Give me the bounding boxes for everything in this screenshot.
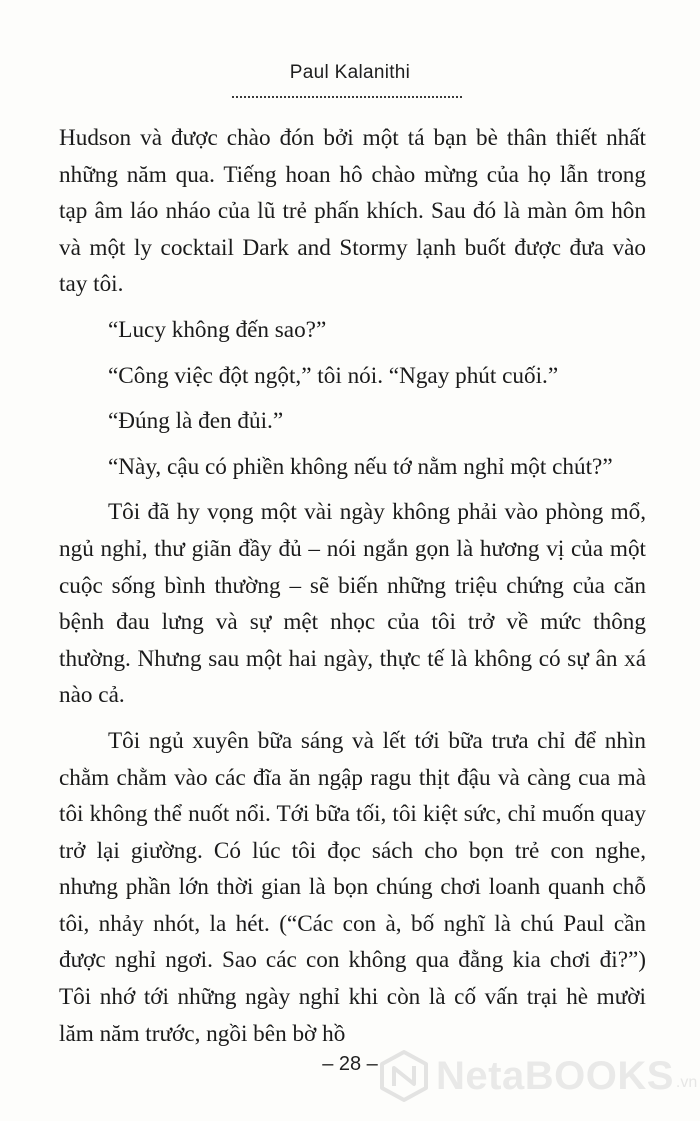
paragraph: Tôi đã hy vọng một vài ngày không phải vào phòng mổ, ngủ nghỉ, thư giãn đầy đủ – nói ngắn gọn là hương vị của một cuộc sống bình thường – sẽ biến những triệu chứng của căn bệnh đau lưng và sự mệt nhọc của tôi trở về mức thông thường. Nhưng sau một hai ngày, thực tế là không có sự ân xá nào cả. bbox=[59, 499, 646, 709]
page-number: – 28 – bbox=[322, 1053, 378, 1075]
watermark-brand: NetaBOOKS bbox=[436, 1053, 674, 1098]
running-header-author: Paul Kalanithi bbox=[289, 62, 411, 83]
body-text bbox=[59, 120, 646, 1052]
paragraph-continuation: Hudson và được chào đón bởi một tá bạn bè thân thiết nhất những năm qua. Tiếng hoan hô chào mừng của họ lẫn trong tạp âm láo nháo của lũ trẻ phấn khích. Sau đó là màn ôm hôn và một ly cocktail Dark and Stormy lạnh buốt được đưa vào tay tôi. bbox=[59, 125, 646, 298]
paragraph: Tôi ngủ xuyên bữa sáng và lết tới bữa trưa chỉ để nhìn chằm chằm vào các đĩa ăn ngập ragu thịt đậu và càng cua mà tôi không thể nuốt nổi. Tới bữa tối, tôi kiệt sức, chỉ muốn quay trở lại giường. Có lúc tôi đọc sách cho bọn trẻ con nghe, nhưng phần lớn thời gian là bọn chúng chơi loanh quanh chỗ tôi, nhảy nhót, la hét. (“Các con à, bố nghĩ là chú Paul cần được nghỉ ngơi. Sao các con không qua đằng kia chơi đi?”) Tôi nhớ tới những ngày nghỉ khi còn là cố vấn trại hè mười lăm năm trước, ngồi bên bờ hồ bbox=[59, 727, 646, 1047]
paragraph-dialogue: “Này, cậu có phiền không nếu tớ nằm nghỉ một chút?” bbox=[108, 453, 613, 480]
watermark-suffix: .vn bbox=[675, 1074, 698, 1091]
paragraph-dialogue: “Công việc đột ngột,” tôi nói. “Ngay phút cuối.” bbox=[108, 362, 559, 389]
paragraph-dialogue: “Đúng là đen đủi.” bbox=[108, 408, 284, 435]
book-logo-icon bbox=[376, 1048, 432, 1104]
publisher-watermark bbox=[376, 1048, 697, 1104]
header-dotted-rule bbox=[232, 96, 462, 98]
paragraph-dialogue: “Lucy không đến sao?” bbox=[108, 316, 327, 343]
